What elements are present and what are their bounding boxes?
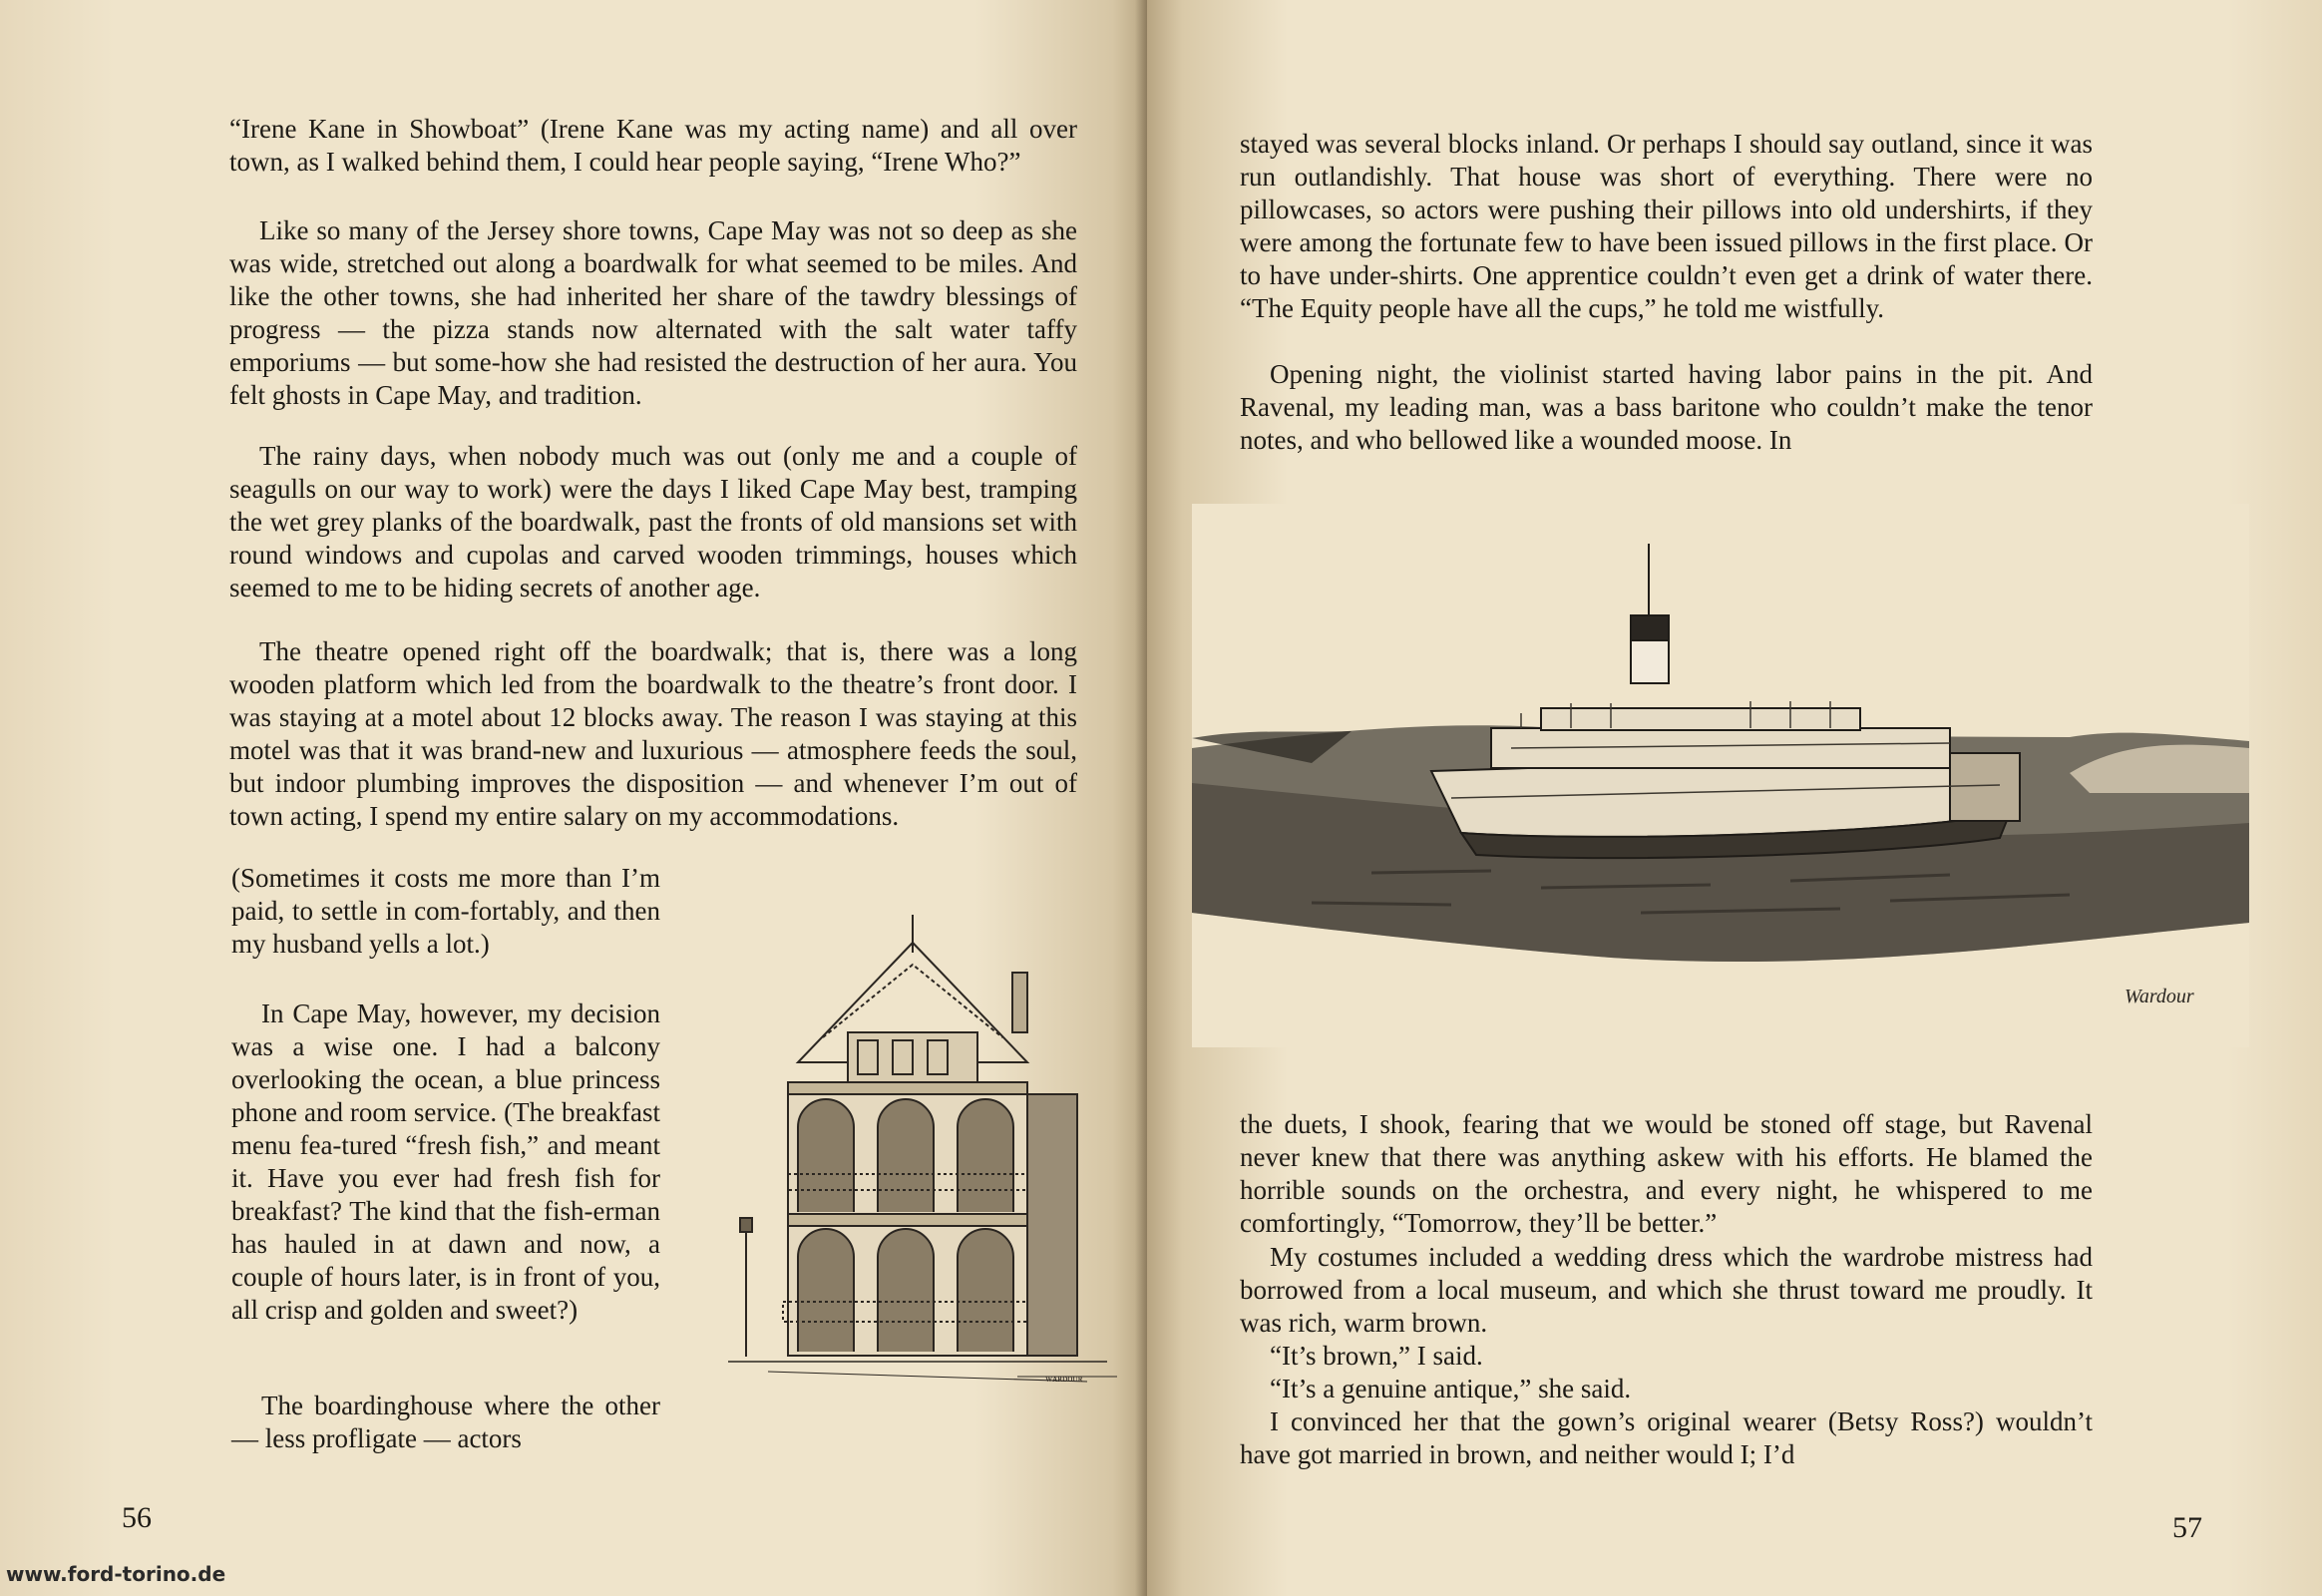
paragraph: The boardinghouse where the other — less profligate — actors: [231, 1391, 660, 1453]
paragraph: Opening night, the violinist started having labor pains in the pit. And Ravenal, my leading man, was a bass baritone who couldn’t make the tenor notes, and who bellowed like a wounded moose. In: [1240, 359, 2093, 455]
paragraph: “It’s a genuine antique,” she said.: [1270, 1374, 1632, 1403]
paragraph: (Sometimes it costs me more than I’m paid, to settle in com-fortably, and then my husband yells a lot.): [231, 863, 660, 959]
victorian-house-illustration: [728, 913, 1127, 1401]
paragraph: I convinced her that the gown’s original wearer (Betsy Ross?) wouldn’t have got married in brown, and neither would I; I’d: [1240, 1406, 2093, 1469]
paragraph: In Cape May, however, my decision was a wise one. I had a balcony overlooking the ocean, a blue princess phone and room service. (The breakfast menu fea-tured “fresh fish,” and meant it. Have you ever had fresh fish for breakfast? The kind that the fish-erman has hauled in at dawn and now, a couple of hours later, is in front of you, all crisp and golden and sweet?): [231, 998, 660, 1325]
page-number: 56: [122, 1501, 152, 1534]
svg-text:Wardour: Wardour: [2125, 986, 2194, 1007]
svg-text:ᴡᴀʀᴅᴏᴜʀ: ᴡᴀʀᴅᴏᴜʀ: [1045, 1374, 1083, 1385]
paragraph: The theatre opened right off the boardwalk; that is, there was a long wooden platform which led from the boardwalk to the theatre’s front door. I was staying at a motel about 12 blocks away. The reason I was staying at this motel was that it was brand-new and luxurious — atmosphere feeds the soul, but indoor plumbing improves the disposition — and whenever I’m out of town acting, I spend my entire salary on my accommodations.: [229, 636, 1077, 831]
paragraph: The rainy days, when nobody much was out (only me and a couple of seagulls on our way to work) were the days I liked Cape May best, tramping the wet grey planks of the boardwalk, past the fronts of old mansions set with round windows and cupolas and carved wooden trimmings, houses which seemed to me to be hiding secrets of another age.: [229, 441, 1077, 602]
paragraph: “It’s brown,” I said.: [1270, 1341, 1483, 1371]
paragraph: the duets, I shook, fearing that we would be stoned off stage, but Ravenal never knew that there was anything askew with his efforts. He blamed the horrible sounds on the orchestra, and every night, he whispered to me comfortingly, “Tomorrow, they’ll be better.”: [1240, 1109, 2093, 1238]
paragraph: My costumes included a wedding dress which the wardrobe mistress had borrowed from a local museum, and which she thrust toward me proudly. It was rich, warm brown.: [1240, 1242, 2093, 1338]
paragraph: “Irene Kane in Showboat” (Irene Kane was my acting name) and all over town, as I walked behind them, I could hear people saying, “Irene Who?”: [229, 114, 1077, 177]
left-page: [0, 0, 1147, 1596]
paragraph: Like so many of the Jersey shore towns, Cape May was not so deep as she was wide, stretched out along a boardwalk for what seemed to be miles. And like the other towns, she had inherited her share of the tawdry blessings of progress — the pizza stands now alternated with the salt water taffy emporiums — but some-how she had resisted the destruction of her aura. You felt ghosts in Cape May, and tradition.: [229, 215, 1077, 410]
paragraph: stayed was several blocks inland. Or perhaps I should say outland, since it was run outlandishly. That house was short of everything. There were no pillowcases, so actors were pushing their pillows into old undershirts, if they were among the fortunate few to have been issued pillows in the first place. Or to have under-shirts. One apprentice couldn’t even get a drink of water there. “The Equity people have all the cups,” he told me wistfully.: [1240, 129, 2093, 323]
watermark-text: www.ford-torino.de: [6, 1562, 226, 1586]
right-page: [1147, 0, 2322, 1596]
page-number: 57: [2172, 1511, 2202, 1544]
ferry-ship-illustration: [1192, 504, 2249, 1047]
